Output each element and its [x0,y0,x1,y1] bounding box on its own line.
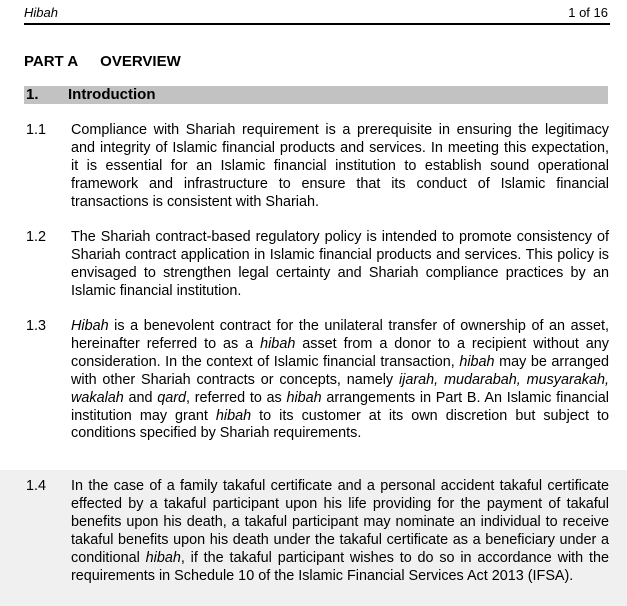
text-run: asset from a donor to a recipient without any consideration. In the context of Islamic financial transaction, [71,335,609,370]
italic-term: hibah [459,353,495,370]
text-run: is a benevolent contract for the unilateral transfer of ownership of an asset, hereinafter referred to as a [71,318,609,352]
text-run: , if the takaful participant wishes to do so in accordance with the requirements in Schedule 10 of the Islamic Financial Services Act 2013 (IFSA). [71,549,609,584]
paragraph-number: 1.3 [26,318,47,334]
italic-term: hibah [286,389,322,406]
text-run: and [123,389,158,406]
italic-term: hibah [260,335,296,352]
paragraph-1-4 [24,478,609,585]
paragraph-number: 1.2 [26,229,47,245]
italic-term: Hibah [71,318,109,334]
section-title: Introduction [68,86,156,103]
paragraph-1-3 [24,318,609,443]
page-header [24,5,608,23]
paragraph-number: 1.4 [26,478,47,494]
italic-term: ijarah, mudarabah, musyarakah, wakalah [71,371,610,406]
paragraph-1-2 [24,229,609,301]
part-label: PART A [24,53,79,70]
italic-term: hibah [145,549,181,566]
text-run: , referred to as [186,389,287,406]
paragraph-text [71,478,609,585]
italic-term: qard [157,389,187,406]
part-heading [24,53,181,70]
text-run: to its customer at its own discretion but subject to conditions specified by Shariah requirements. [71,407,609,442]
text-run: may be arranged with other Shariah contracts or concepts, namely [71,353,609,388]
text-run: In the case of a family takaful certificate and a personal accident takaful certificate effected by a takaful participant upon his life providing for the payment of takaful benefits upon his death, a takaful participant may nominate an individual to receive takaful benefits upon his death under the takaful certificate as a beneficiary under a conditional [71,478,609,566]
page-number: 1 of 16 [568,5,608,20]
part-title: OVERVIEW [100,53,181,70]
document-name: Hibah [24,5,58,20]
paragraph-text: Compliance with Shariah requirement is a prerequisite in ensuring the legitimacy and integrity of Islamic financial products and services. In meeting this expectation, it is essential for an Islamic financial institution to establish sound operational framework and infrastructure to ensure that its conduct of Islamic financial transactions is consistent with Shariah. [71,122,609,210]
section-heading [24,86,608,104]
header-divider [24,23,610,25]
italic-term: hibah [215,407,252,424]
section-number: 1. [26,86,39,103]
paragraph-text: The Shariah contract-based regulatory policy is intended to promote consistency of Shariah contract application in Islamic financial products and services. This policy is envisaged to strengthen legal certainty and Shariah compliance practices by an Islamic financial institution. [71,229,609,299]
paragraph-1-1 [24,122,609,212]
text-run: arrangements in Part B. An Islamic financial institution may grant [71,389,609,424]
paragraph-text [71,318,609,443]
paragraph-number: 1.1 [26,122,47,138]
